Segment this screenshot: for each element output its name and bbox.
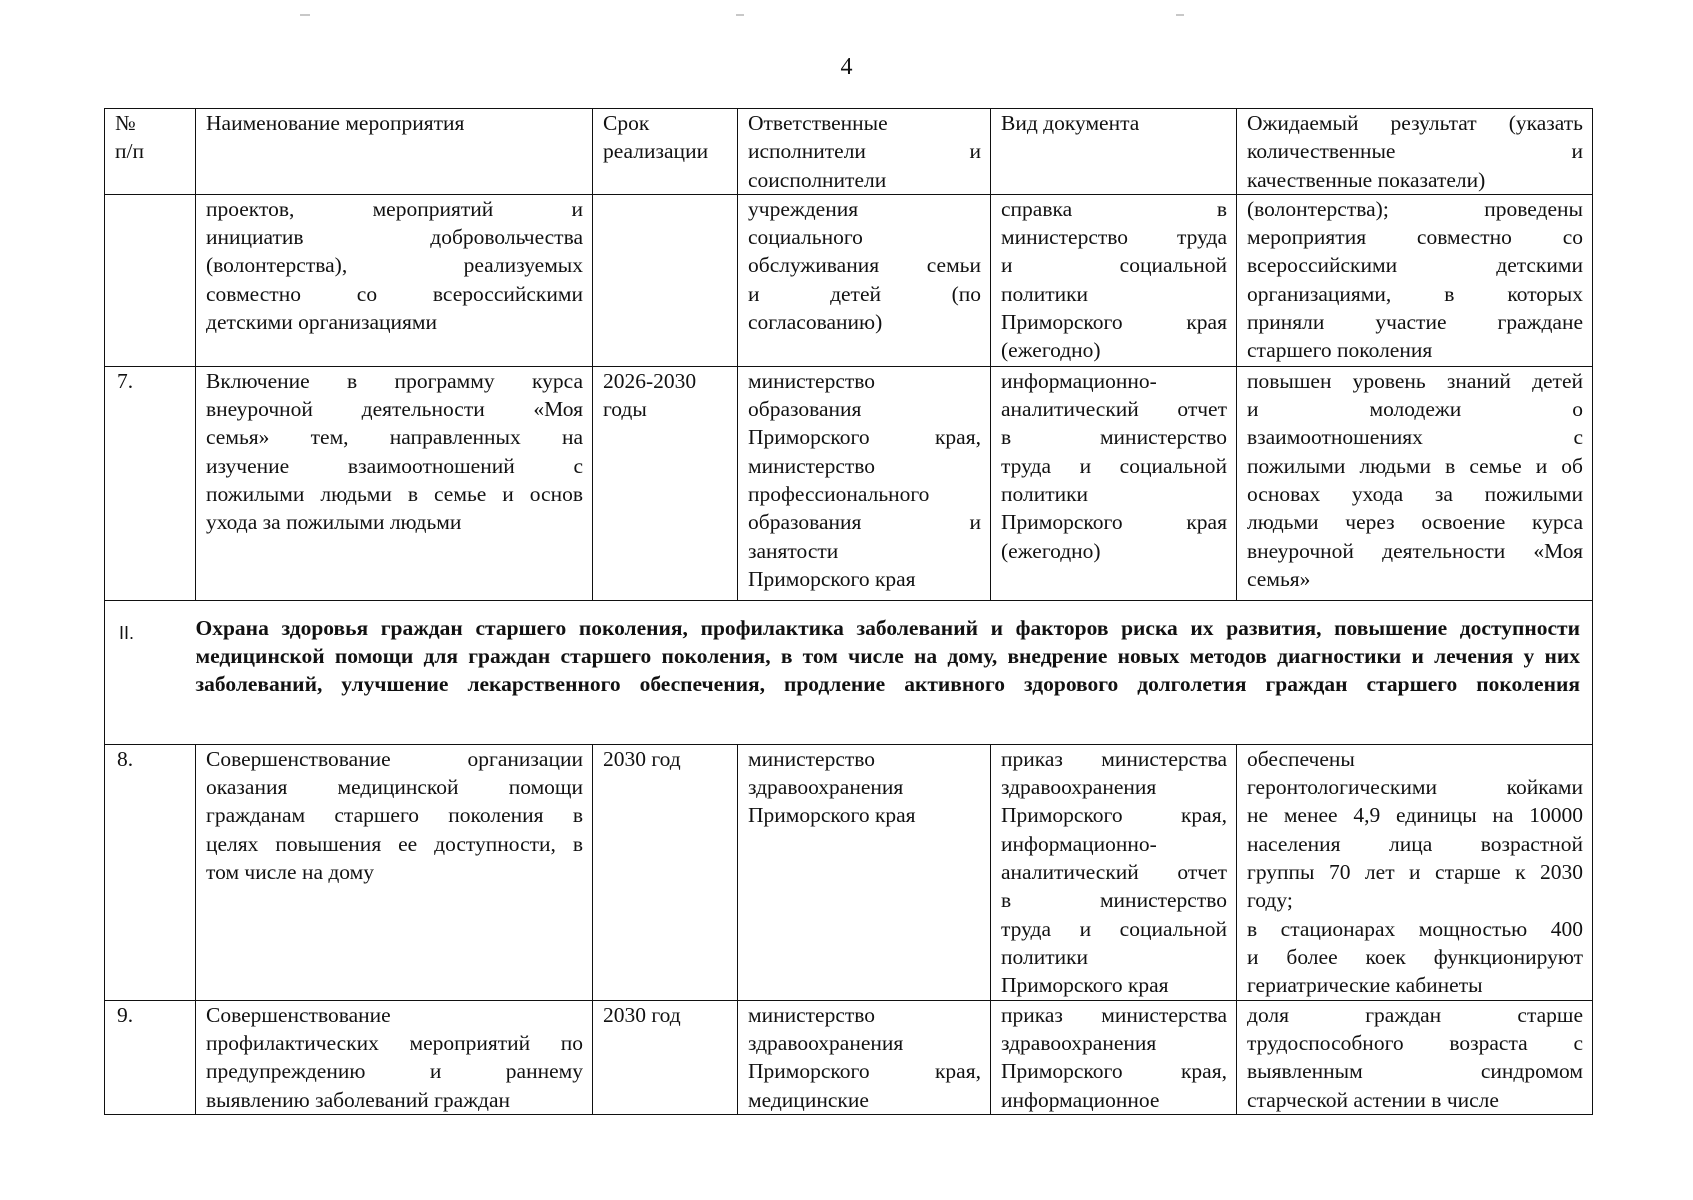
result-line: геронтологическими койками xyxy=(1247,775,1583,800)
result-line: повышен уровень знаний детей xyxy=(1247,368,1583,393)
responsible-line: министерство xyxy=(748,746,876,771)
doc_type-line: труда и социальной xyxy=(1001,453,1227,478)
page-number: 4 xyxy=(840,54,853,80)
result-line: (волонтерства); проведены xyxy=(1247,196,1583,221)
doc_type-line: политики xyxy=(1001,482,1089,507)
name-line: проектов, мероприятий и xyxy=(206,196,583,221)
cell-term xyxy=(593,194,738,366)
name-line: совместно со всероссийскими xyxy=(206,281,583,306)
section-number: II. xyxy=(105,600,196,744)
cell-responsible xyxy=(738,194,991,366)
doc_type-line: Приморского края xyxy=(1001,510,1227,535)
cell-term xyxy=(593,744,738,1000)
header-doc_type xyxy=(991,109,1237,195)
section-title: Охрана здоровья граждан старшего поколения, профилактика заболеваний и факторов риска их развития, повышение доступности медицинской помощи для граждан старшего поколения, в том числе на дому, внедрение новых методов диагностики и лечения у них заболеваний, улучшение лекарственного обеспечения, продление активного здорового долголетия граждан старшего поколения xyxy=(196,600,1593,744)
cell-responsible xyxy=(738,744,991,1000)
doc_type-line: информационное xyxy=(1001,1087,1160,1112)
result-line: всероссийскими детскими xyxy=(1247,253,1583,278)
term-line: годы xyxy=(603,397,647,422)
doc_type-line: здравоохранения xyxy=(1001,1031,1157,1056)
header-responsible xyxy=(738,109,991,195)
header-responsible-line: Ответственные xyxy=(748,111,888,135)
doc_type-line: Приморского края xyxy=(1001,310,1227,335)
doc_type-line: аналитический отчет xyxy=(1001,397,1227,422)
cell-term xyxy=(593,366,738,600)
doc_type-line: аналитический отчет xyxy=(1001,860,1227,885)
responsible-line: министерство xyxy=(748,1002,876,1027)
cell-num xyxy=(105,194,196,366)
cell-result xyxy=(1237,194,1593,366)
result-line: взаимоотношениях с xyxy=(1247,425,1583,450)
name-line: пожилыми людьми в семье и основ xyxy=(206,482,583,507)
doc_type-line: приказ министерства xyxy=(1001,746,1227,771)
responsible-line: профессионального xyxy=(748,482,930,507)
name-line: изучение взаимоотношений с xyxy=(206,453,583,478)
result-line: старшего поколения xyxy=(1247,338,1433,363)
header-name xyxy=(196,109,593,195)
name-line: детскими организациями xyxy=(206,310,438,335)
header-num xyxy=(105,109,196,195)
name-line: Включение в программу курса xyxy=(206,368,583,393)
cell-responsible xyxy=(738,1000,991,1114)
doc_type-line: Приморского края, xyxy=(1001,803,1227,828)
doc_type-line: в министерство xyxy=(1001,425,1227,450)
scan-artifact-center xyxy=(736,14,744,16)
header-result-line: количественные и xyxy=(1247,139,1583,164)
measures-table xyxy=(104,108,1593,1115)
name-line: целях повышения ее доступности, в xyxy=(206,831,583,856)
responsible-line: обслуживания семьи xyxy=(748,253,981,278)
responsible-line: согласованию) xyxy=(748,310,883,335)
result-line: гериатрические кабинеты xyxy=(1247,973,1483,998)
header-name-line: Наименование мероприятия xyxy=(206,111,465,135)
table-row xyxy=(105,194,1593,366)
responsible-line: социального xyxy=(748,225,863,250)
result-line: и молодежи о xyxy=(1247,397,1583,422)
result-line: пожилыми людьми в семье и об xyxy=(1247,453,1583,478)
result-line: основах ухода за пожилыми xyxy=(1247,482,1583,507)
name-line: (волонтерства), реализуемых xyxy=(206,253,583,278)
doc_type-line: в министерство xyxy=(1001,888,1227,913)
result-line: доля граждан старше xyxy=(1247,1002,1583,1027)
result-line: приняли участие граждане xyxy=(1247,310,1583,335)
doc_type-line: труда и социальной xyxy=(1001,916,1227,941)
header-result-line: качественные показатели) xyxy=(1247,167,1486,192)
responsible-line: Приморского края, xyxy=(748,425,981,450)
cell-doc_type xyxy=(991,194,1237,366)
doc_type-line: справка в xyxy=(1001,196,1227,221)
result-line: выявленным синдромом xyxy=(1247,1059,1583,1084)
result-line: внеурочной деятельности «Моя xyxy=(1247,538,1583,563)
section-row xyxy=(105,600,1593,744)
cell-responsible xyxy=(738,366,991,600)
cell-term xyxy=(593,1000,738,1114)
header-term-line: Срок xyxy=(603,111,650,135)
doc_type-line: здравоохранения xyxy=(1001,775,1157,800)
name-line: внеурочной деятельности «Моя xyxy=(206,397,583,422)
result-line: трудоспособного возраста с xyxy=(1247,1031,1583,1056)
cell-name xyxy=(196,1000,593,1114)
result-line: мероприятия совместно со xyxy=(1247,225,1583,250)
doc_type-line: политики xyxy=(1001,944,1089,969)
doc_type-line: (ежегодно) xyxy=(1001,538,1101,563)
doc_type-line: приказ министерства xyxy=(1001,1002,1227,1027)
header-doc_type-line: Вид документа xyxy=(1001,111,1140,135)
doc_type-line: (ежегодно) xyxy=(1001,338,1101,363)
table-row xyxy=(105,366,1593,600)
header-responsible-line: исполнители и xyxy=(748,139,981,164)
responsible-line: Приморского края xyxy=(748,566,916,591)
result-line: и более коек функционируют xyxy=(1247,944,1583,969)
responsible-line: образования и xyxy=(748,510,981,535)
header-term xyxy=(593,109,738,195)
name-line: Совершенствование xyxy=(206,1002,391,1027)
cell-num: 7. xyxy=(105,366,196,600)
term-line: 2030 год xyxy=(603,746,681,771)
scan-artifact-left xyxy=(300,14,310,16)
header-result-line: Ожидаемый результат (указать xyxy=(1247,111,1583,135)
doc_type-line: министерство труда xyxy=(1001,225,1227,250)
responsible-line: министерство xyxy=(748,368,876,393)
responsible-line: Приморского края xyxy=(748,803,916,828)
result-line: обеспечены xyxy=(1247,746,1355,771)
name-line: предупреждению и раннему xyxy=(206,1059,583,1084)
cell-name xyxy=(196,366,593,600)
name-line: семья» тем, направленных на xyxy=(206,425,583,450)
doc_type-line: информационно- xyxy=(1001,368,1157,393)
cell-doc_type xyxy=(991,744,1237,1000)
responsible-line: Приморского края, xyxy=(748,1059,981,1084)
cell-name xyxy=(196,744,593,1000)
cell-result xyxy=(1237,744,1593,1000)
header-term-line: реализации xyxy=(603,139,709,164)
cell-name xyxy=(196,194,593,366)
header-result xyxy=(1237,109,1593,195)
name-line: том числе на дому xyxy=(206,860,375,885)
responsible-line: занятости xyxy=(748,538,839,563)
header-num-line: п/п xyxy=(115,139,144,164)
measures-table-body xyxy=(105,109,1593,1115)
responsible-line: и детей (по xyxy=(748,281,981,306)
result-line: старческой астении в числе xyxy=(1247,1087,1499,1112)
scan-artifact-right xyxy=(1176,14,1184,16)
name-line: оказания медицинской помощи xyxy=(206,775,583,800)
cell-num: 8. xyxy=(105,744,196,1000)
table-row xyxy=(105,744,1593,1000)
responsible-line: медицинские xyxy=(748,1087,869,1112)
result-line: организациями, в которых xyxy=(1247,281,1583,306)
responsible-line: здравоохранения xyxy=(748,1031,904,1056)
responsible-line: образования xyxy=(748,397,862,422)
cell-doc_type xyxy=(991,1000,1237,1114)
doc_type-line: информационно- xyxy=(1001,831,1157,856)
cell-num: 9. xyxy=(105,1000,196,1114)
responsible-line: здравоохранения xyxy=(748,775,904,800)
doc_type-line: и социальной xyxy=(1001,253,1227,278)
responsible-line: министерство xyxy=(748,453,876,478)
cell-result xyxy=(1237,366,1593,600)
result-line: не менее 4,9 единицы на 10000 xyxy=(1247,803,1583,828)
result-line: году; xyxy=(1247,888,1293,913)
result-line: группы 70 лет и старше к 2030 xyxy=(1247,860,1583,885)
header-responsible-line: соисполнители xyxy=(748,167,887,192)
name-line: ухода за пожилыми людьми xyxy=(206,510,462,535)
responsible-line: учреждения xyxy=(748,196,859,221)
name-line: выявлению заболеваний граждан xyxy=(206,1087,511,1112)
name-line: гражданам старшего поколения в xyxy=(206,803,583,828)
term-line: 2030 год xyxy=(603,1002,681,1027)
cell-doc_type xyxy=(991,366,1237,600)
result-line: семья» xyxy=(1247,566,1311,591)
term-line: 2026-2030 xyxy=(603,368,697,393)
doc_type-line: Приморского края, xyxy=(1001,1059,1227,1084)
result-line: людьми через освоение курса xyxy=(1247,510,1583,535)
doc_type-line: Приморского края xyxy=(1001,973,1169,998)
header-num-line: № xyxy=(115,111,136,135)
name-line: Совершенствование организации xyxy=(206,746,583,771)
name-line: инициатив добровольчества xyxy=(206,225,583,250)
result-line: в стационарах мощностью 400 xyxy=(1247,916,1583,941)
name-line: профилактических мероприятий по xyxy=(206,1031,583,1056)
doc_type-line: политики xyxy=(1001,281,1089,306)
cell-result xyxy=(1237,1000,1593,1114)
table-header-row xyxy=(105,109,1593,195)
result-line: населения лица возрастной xyxy=(1247,831,1583,856)
table-row xyxy=(105,1000,1593,1114)
